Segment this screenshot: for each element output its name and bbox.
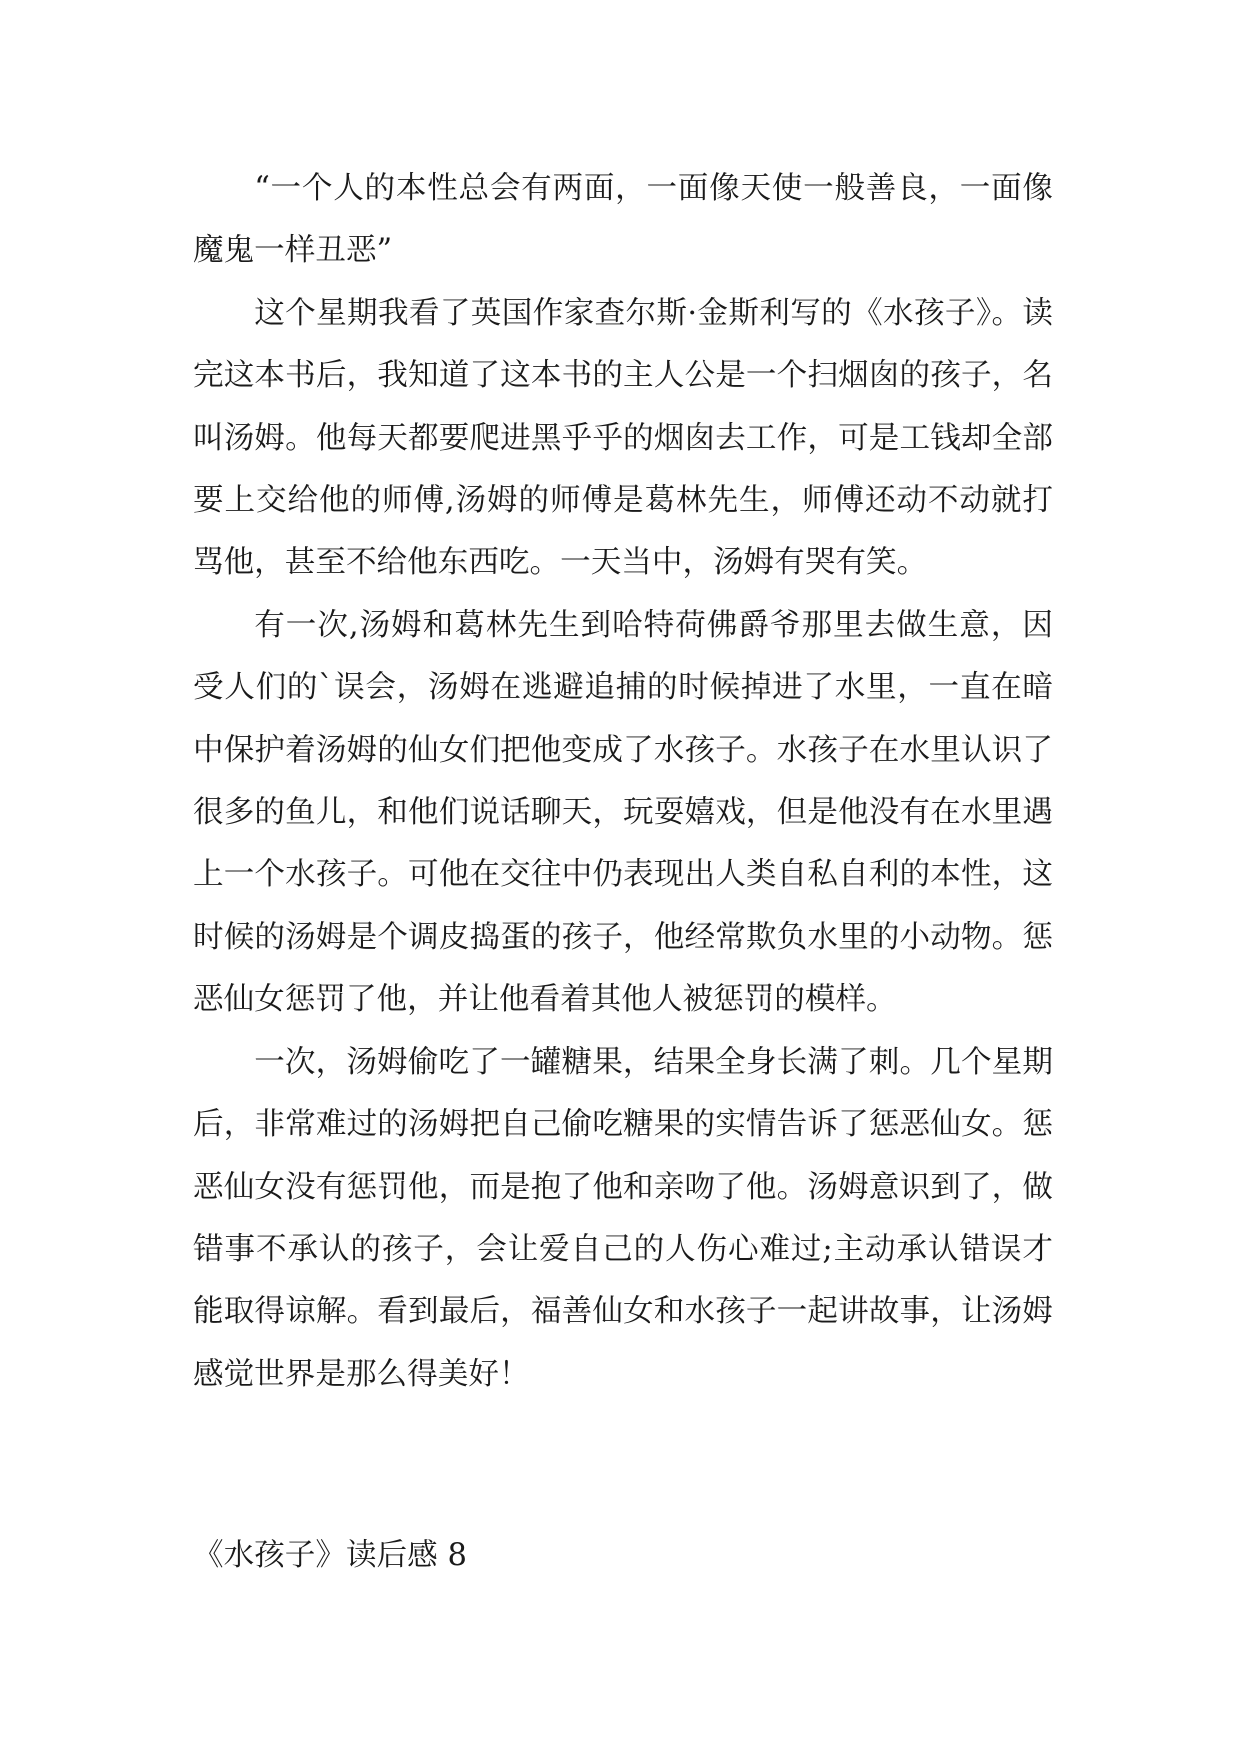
paragraph-water-child: 有一次,汤姆和葛林先生到哈特荷佛爵爷那里去做生意，因受人们的`误会，汤姆在逃避追捕的时候掉进了水里，一直在暗中保护着汤姆的仙女们把他变成了水孩子。水孩子在水里认识了很多的鱼儿，和他们说话聊天，玩耍嬉戏，但是他没有在水里遇上一个水孩子。可他在交往中仍表现出人类自私自利的本性，这时候的汤姆是个调皮捣蛋的孩子，他经常欺负水里的小动物。惩恶仙女惩罚了他，并让他看着其他人被惩罚的模样。 — [193, 607, 1053, 1018]
paragraph-candy: 一次，汤姆偷吃了一罐糖果，结果全身长满了刺。几个星期后，非常难过的汤姆把自己偷吃糖果的实情告诉了惩恶仙女。惩恶仙女没有惩罚他，而是抱了他和亲吻了他。汤姆意识到了，做错事不承认的孩子，会让爱自己的人伤心难过;主动承认错误才能取得谅解。看到最后，福善仙女和水孩子一起讲故事，让汤姆感觉世界是那么得美好！ — [193, 1044, 1053, 1392]
paragraph-intro: 这个星期我看了英国作家查尔斯·金斯利写的《水孩子》。读完这本书后，我知道了这本书的主人公是一个扫烟囱的孩子，名叫汤姆。他每天都要爬进黑乎乎的烟囱去工作，可是工钱却全部要上交给他的师傅,汤姆的师傅是葛林先生，师傅还动不动就打骂他，甚至不给他东西吃。一天当中，汤姆有哭有笑。 — [193, 295, 1053, 581]
essay-body — [193, 158, 1053, 1406]
paragraph-quote: “一个人的本性总会有两面，一面像天使一般善良，一面像魔鬼一样丑恶” — [193, 171, 1053, 269]
section-heading: 《水孩子》读后感 8 — [193, 1538, 467, 1573]
